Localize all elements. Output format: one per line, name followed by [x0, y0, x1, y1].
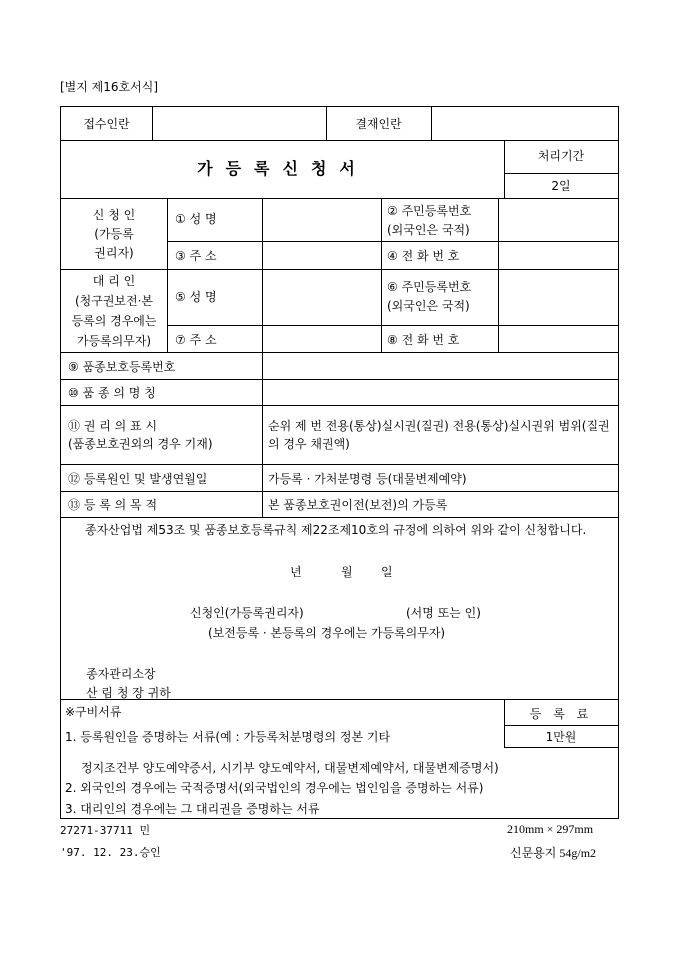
- document-item-2: 2. 외국인의 경우에는 국적증명서(외국법인의 경우에는 법인임을 증명하는 서류): [65, 781, 484, 795]
- processing-period-label: 처리기간: [537, 149, 585, 163]
- applicant-name-field[interactable]: [263, 199, 380, 240]
- processing-period-value: 2일: [551, 179, 571, 193]
- agent-phone-field[interactable]: [499, 326, 617, 351]
- approval-date: '97. 12. 23.승인: [60, 846, 161, 859]
- applicant-id-label: ② 주민등록번호 (외국인은 국적): [387, 204, 472, 237]
- addressee-forest-service: 산 림 청 장 귀하: [86, 686, 171, 700]
- agent-name-label: ⑤ 성 명: [175, 290, 217, 304]
- form-code: 27271-37711 민: [60, 824, 151, 837]
- applicant-section-label: 신 청 인 (가등록 권리자): [92, 208, 136, 260]
- registration-cause-value[interactable]: 가등록 · 가처분명령 등(대물변제예약): [268, 472, 467, 486]
- variety-registration-no-label: ⑨ 품종보호등록번호: [68, 360, 176, 374]
- variety-name-label: ⑩ 품 종 의 명 칭: [68, 386, 156, 400]
- paper-type: 신문용지 54g/m2: [510, 846, 597, 860]
- declaration-statement: 종자산업법 제53조 및 품종보호등록규칙 제22조제10호의 규정에 의하여 위와 같이 신청합니다.: [85, 523, 587, 537]
- agent-phone-label: ⑧ 전 화 번 호: [387, 333, 460, 347]
- agent-name-field[interactable]: [263, 270, 380, 324]
- agent-address-field[interactable]: [263, 326, 380, 351]
- date-day-label: 일: [381, 565, 393, 579]
- intake-stamp-box[interactable]: [153, 109, 325, 139]
- applicant-phone-label: ④ 전 화 번 호: [387, 249, 460, 263]
- variety-registration-no-field[interactable]: [263, 353, 617, 378]
- applicant-id-field[interactable]: [499, 199, 617, 240]
- fee-label: 등 록 료: [529, 707, 593, 721]
- agent-section-label: 대 리 인 (청구권보전·본 등록의 경우에는 가등록의무자): [71, 274, 157, 348]
- applicant-phone-field[interactable]: [499, 242, 617, 268]
- rights-description[interactable]: 순위 제 번 전용(통상)실시권(질권) 전용(통상)실시권위 범위(질권의 경우 채권액): [268, 419, 610, 451]
- document-item-1-continued: 정지조건부 양도예약증서, 시기부 양도예약서, 대물변제예약서, 대물변제증명서): [81, 761, 499, 775]
- signer-label: 신청인(가등록권리자): [190, 606, 304, 620]
- date-month-field[interactable]: [319, 564, 339, 580]
- approval-stamp-label: 결재인란: [355, 117, 402, 131]
- registration-purpose-label: ⑬ 등 록 의 목 적: [68, 498, 158, 512]
- date-year-label: 년: [290, 565, 302, 579]
- document-item-1: 1. 등록원인을 증명하는 서류(예 : 가등록처분명령의 정본 기타: [65, 730, 391, 744]
- form-title: 가등록신청서: [197, 159, 368, 178]
- registration-purpose-value[interactable]: 본 품종보호권이전(보전)의 가등록: [268, 498, 448, 512]
- addressee-seed-center: 종자관리소장: [86, 667, 156, 681]
- agent-id-label: ⑥ 주민등록번호 (외국인은 국적): [387, 280, 472, 313]
- document-item-3: 3. 대리인의 경우에는 그 대리권을 증명하는 서류: [65, 802, 320, 816]
- application-form: [60, 106, 619, 819]
- approval-stamp-box[interactable]: [432, 109, 617, 139]
- agent-address-label: ⑦ 주 소: [175, 333, 217, 347]
- fee-value: 1만원: [545, 730, 577, 744]
- applicant-address-label: ③ 주 소: [175, 249, 217, 263]
- signer-sub-label: (보전등록 · 본등록의 경우에는 가등록의무자): [208, 626, 446, 640]
- date-month-label: 월: [341, 565, 353, 579]
- paper-size: 210mm × 297mm: [507, 822, 594, 836]
- signature-note[interactable]: (서명 또는 인): [406, 606, 481, 620]
- rights-label: ⑪ 권 리 의 표 시 (품종보호권외의 경우 기재): [68, 419, 213, 451]
- documents-header: ※구비서류: [65, 705, 122, 719]
- agent-id-field[interactable]: [499, 270, 617, 324]
- form-number: [별지 제16호서식]: [60, 80, 158, 94]
- intake-stamp-label: 접수인란: [83, 117, 130, 131]
- applicant-name-label: ① 성 명: [175, 212, 217, 226]
- registration-cause-label: ⑫ 등록원인 및 발생연월일: [68, 472, 208, 486]
- variety-name-field[interactable]: [263, 380, 617, 404]
- applicant-address-field[interactable]: [263, 242, 380, 268]
